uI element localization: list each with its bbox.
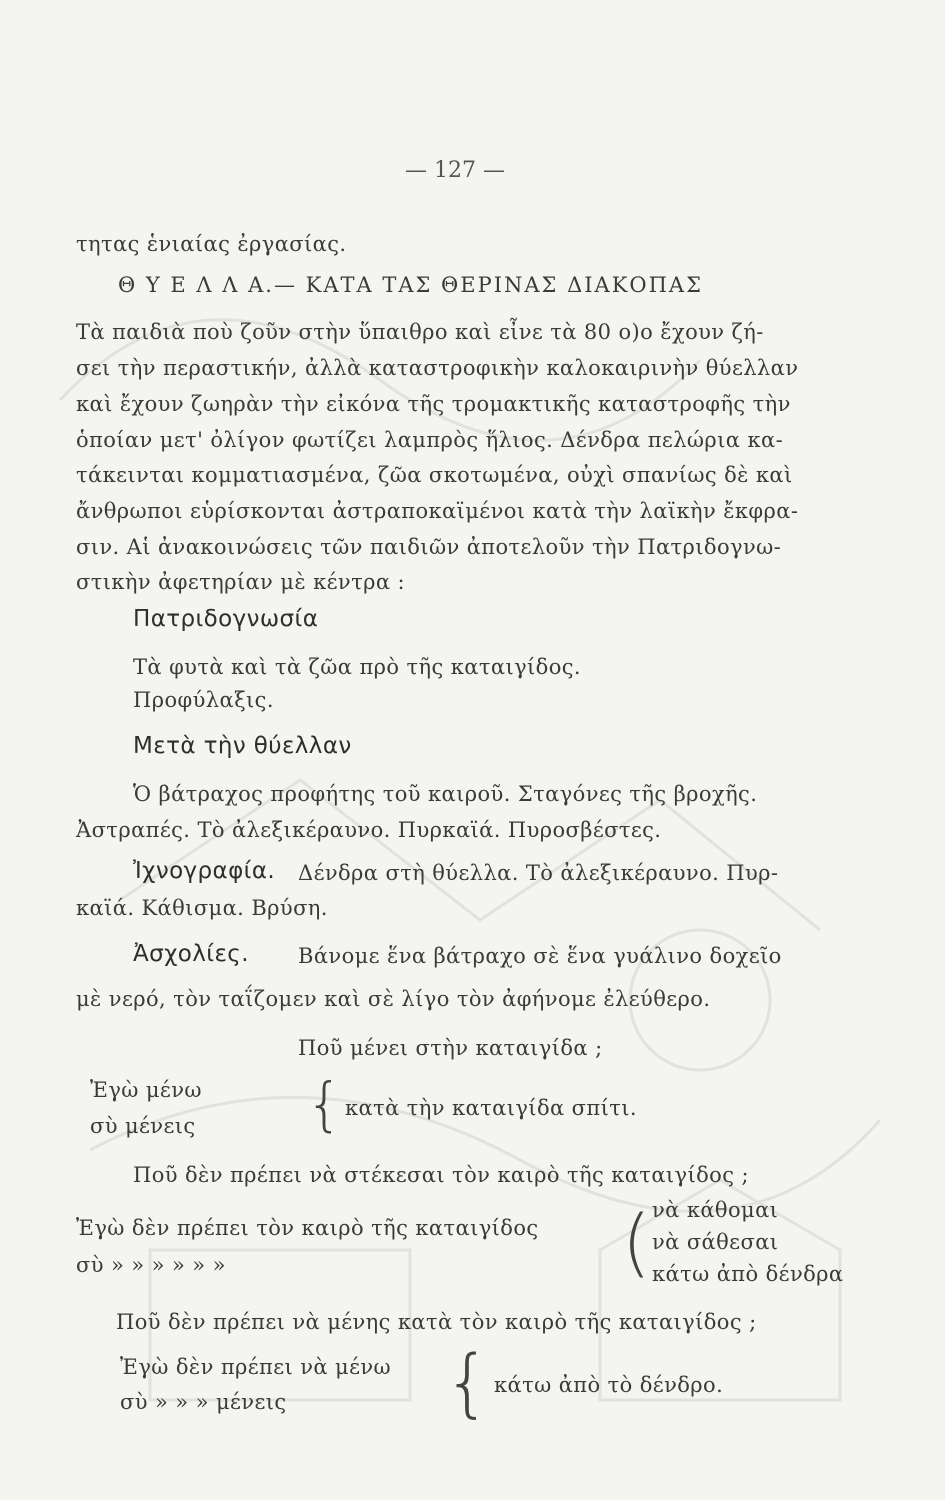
- text-line: σιν. Αἱ ἀνακοινώσεις τῶν παιδιῶν ἀποτελοῦν τὴν Πατριδογνω-: [76, 535, 782, 559]
- answer-line: νὰ σάθεσαι: [652, 1230, 779, 1254]
- section-heading: Θ Υ Ε Λ Λ Α.— ΚΑΤΑ ΤΑΣ ΘΕΡΙΝΑΣ ΔΙΑΚΟΠΑΣ: [118, 273, 703, 297]
- question-line: Ποῦ δὲν πρέπει νὰ μένης κατὰ τὸν καιρὸ τῆς καταιγίδος ;: [116, 1310, 757, 1334]
- brace-symbol: (: [622, 1200, 651, 1286]
- text-line: τάκεινται κομματιασμένα, ζῶα σκοτωμένα, οὐχὶ σπανίως δὲ καὶ: [76, 463, 793, 487]
- subheading-ichnografia: Ἰχνογραφία.: [133, 858, 276, 884]
- text-line: στικὴν ἀφετηρίαν μὲ κέντρα :: [76, 570, 405, 594]
- answer-line: Ἐγὼ μένω: [90, 1078, 202, 1102]
- text-line: καὶ ἔχουν ζωηρὰν τὴν εἰκόνα τῆς τρομακτικῆς καταστροφῆς τὴν: [76, 392, 791, 416]
- subheading-ascholies: Ἀσχολίες.: [133, 941, 249, 967]
- text-line: Τὰ φυτὰ καὶ τὰ ζῶα πρὸ τῆς καταιγίδος.: [133, 655, 582, 679]
- text-line: σει τὴν περαστικήν, ἀλλὰ καταστροφικὴν καλοκαιρινὴν θύελλαν: [76, 356, 799, 380]
- question-line: Ποῦ δὲν πρέπει νὰ στέκεσαι τὸν καιρὸ τῆς καταιγίδος ;: [133, 1163, 749, 1187]
- answer-line: σὺ » » » μένεις: [120, 1390, 287, 1414]
- text-line: Ἀστραπές. Τὸ ἀλεξικέραυνο. Πυρκαϊά. Πυροσβέστες.: [76, 818, 662, 842]
- answer-line: σὺ μένεις: [90, 1114, 196, 1138]
- brace-symbol: {: [444, 1340, 492, 1426]
- text-line: τητας ἑνιαίας ἐργασίας.: [76, 232, 347, 256]
- text-line: καϊά. Κάθισμα. Βρύση.: [76, 896, 328, 920]
- text-line: ὁποίαν μετ' ὀλίγον φωτίζει λαμπρὸς ἥλιος. Δένδρα πελώρια κα-: [76, 428, 784, 452]
- answer-line: κάτω ἀπὸ δένδρα: [652, 1262, 844, 1286]
- text-line: Τὰ παιδιὰ ποὺ ζοῦν στὴν ὕπαιθρο καὶ εἶνε τὰ 80 ο)ο ἔχουν ζή-: [76, 320, 764, 344]
- text-line: μὲ νερό, τὸν ταΐζομεν καὶ σὲ λίγο τὸν ἀφήνομε ἐλεύθερο.: [76, 987, 711, 1011]
- question-line: Ποῦ μένει στὴν καταιγίδα ;: [298, 1036, 603, 1060]
- text-line: Δένδρα στὴ θύελλα. Τὸ ἀλεξικέραυνο. Πυρ-: [298, 861, 779, 885]
- answer-line: κάτω ἀπὸ τὸ δένδρο.: [494, 1373, 724, 1397]
- answer-line: Ἐγὼ δὲν πρέπει νὰ μένω: [120, 1355, 392, 1379]
- text-line: Προφύλαξις.: [133, 688, 274, 712]
- answer-line: νὰ κάθομαι: [652, 1198, 779, 1222]
- brace-symbol: {: [306, 1070, 343, 1138]
- answer-line: κατὰ τὴν καταιγίδα σπίτι.: [345, 1096, 637, 1120]
- text-line: ἄνθρωποι εὑρίσκονται ἀστραποκαϊμένοι κατὰ τὴν λαϊκὴν ἔκφρα-: [76, 499, 799, 523]
- page-number: — 127 —: [405, 158, 505, 183]
- text-line: Βάνομε ἕνα βάτραχο σὲ ἕνα γυάλινο δοχεῖο: [298, 944, 782, 968]
- answer-line: σὺ » » » » » »: [76, 1253, 226, 1277]
- subheading-patridognosia: Πατριδογνωσία: [133, 606, 319, 632]
- text-line: Ὁ βάτραχος προφήτης τοῦ καιροῦ. Σταγόνες τῆς βροχῆς.: [133, 782, 758, 806]
- subheading-meta-tin-thyellan: Μετὰ τὴν θύελλαν: [133, 733, 352, 759]
- answer-line: Ἐγὼ δὲν πρέπει τὸν καιρὸ τῆς καταιγίδος: [76, 1216, 539, 1240]
